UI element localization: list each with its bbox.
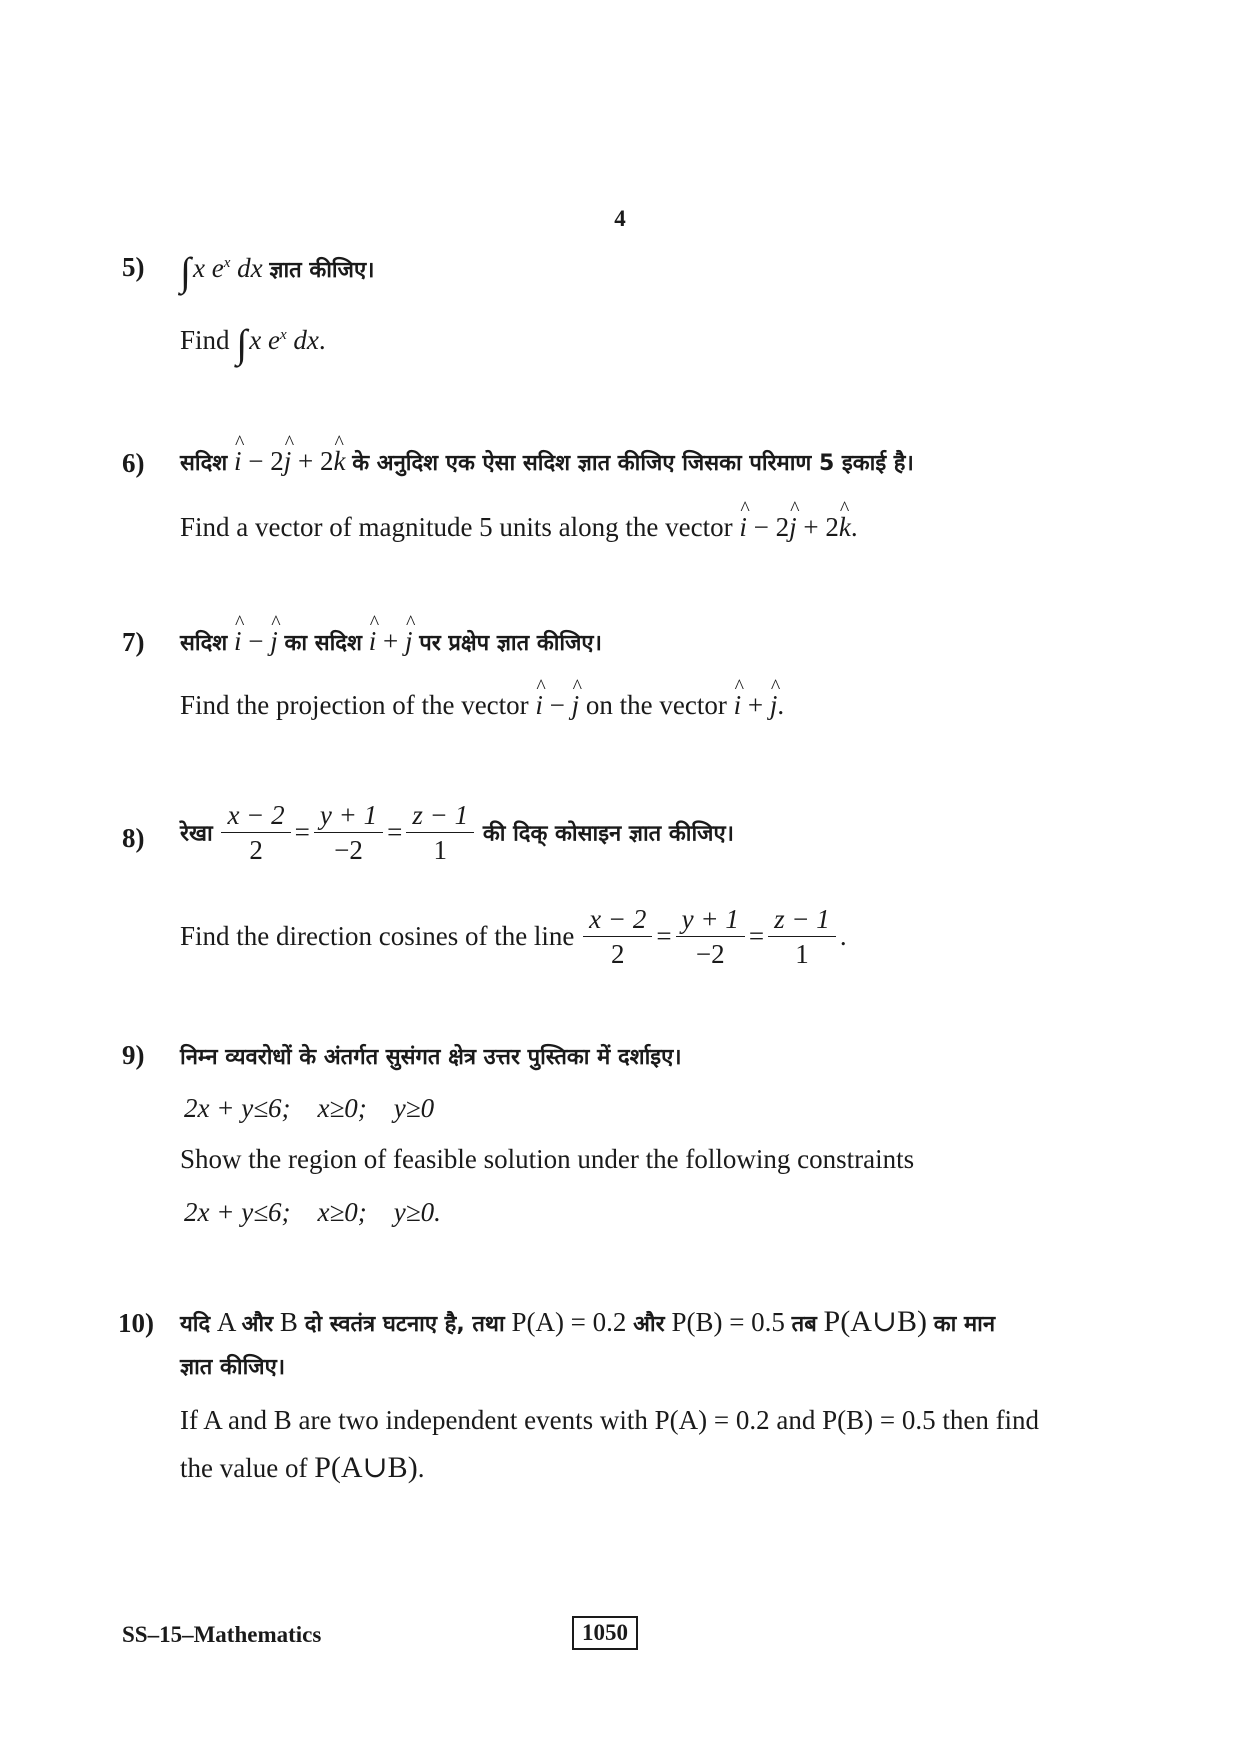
question-9-constraints-2: 2x + y≤6; x≥0; y≥0. [184, 1197, 441, 1227]
page-number: 4 [614, 206, 626, 231]
integral-expression: ∫x $e^x$ dx [180, 249, 263, 294]
footer-subject: SS–15–Mathematics [122, 1622, 322, 1647]
question-5-hindi [180, 248, 374, 295]
question-5-english: Find ∫x $e^x$ dx. [180, 321, 326, 366]
question-7-hindi: सदिश i ^ − j ^ का सदिश i ^ + j ^ पर प्रक्षेप ज्ञात कीजिए। [180, 626, 602, 657]
question-9-constraints-1: 2x + y≤6; x≥0; y≥0 [184, 1093, 435, 1123]
question-10-number: 10) [118, 1308, 154, 1338]
question-6-hindi: सदिश i ^ − 2j ^ + 2k ^ के अनुदिश एक ऐसा सदिश ज्ञात कीजिए जिसका परिमाण 5 इकाई है। [180, 446, 914, 477]
question-5-number: 5) [122, 252, 145, 282]
question-5-hindi-text: ज्ञात कीजिए। [269, 258, 375, 283]
question-9-number: 9) [122, 1040, 145, 1070]
question-6-number: 6) [122, 448, 145, 478]
question-8-number: 8) [122, 823, 145, 853]
footer-code-box: 1050 [572, 1616, 638, 1650]
question-6-english: Find a vector of magnitude 5 units along the vector i ^ − 2j ^ + 2k ^. [180, 512, 858, 543]
question-9-english: Show the region of feasible solution under the following constraints [180, 1144, 915, 1174]
question-10-english-line2: the value of P(A∪B). [180, 1451, 425, 1484]
question-10-hindi-line1: यदि A और B दो स्वतंत्र घटनाए है, तथा P(A) = 0.2 और P(B) = 0.5 तब P(A∪B) का मान [180, 1305, 996, 1338]
question-8-hindi: रेखा $\frac{x - 2}{2}$ = $\frac{y + 1}{-2}$ = $\frac{z - 1}{1}$ की दिक् कोसाइन ज्ञात कीजिए। [180, 800, 734, 865]
question-10-english-line1: If A and B are two independent events with P(A) = 0.2 and P(B) = 0.5 then find [180, 1405, 1040, 1435]
vector-expression: i ^ − 2j ^ + 2k ^ [234, 446, 345, 476]
question-7-number: 7) [122, 627, 145, 657]
question-9-hindi: निम्न व्यवरोधों के अंतर्गत सुसंगत क्षेत्र उत्तर पुस्तिका में दर्शाइए। [180, 1045, 682, 1070]
question-10-hindi-line2: ज्ञात कीजिए। [180, 1355, 286, 1380]
question-8-english: Find the direction cosines of the line $\frac{x - 2}{2}$ = $\frac{y + 1}{-2}$ = $\frac{z - 1}{1}$ . [180, 904, 847, 969]
question-7-english: Find the projection of the vector i ^ − j ^ on the vector i ^ + j ^. [180, 690, 784, 721]
